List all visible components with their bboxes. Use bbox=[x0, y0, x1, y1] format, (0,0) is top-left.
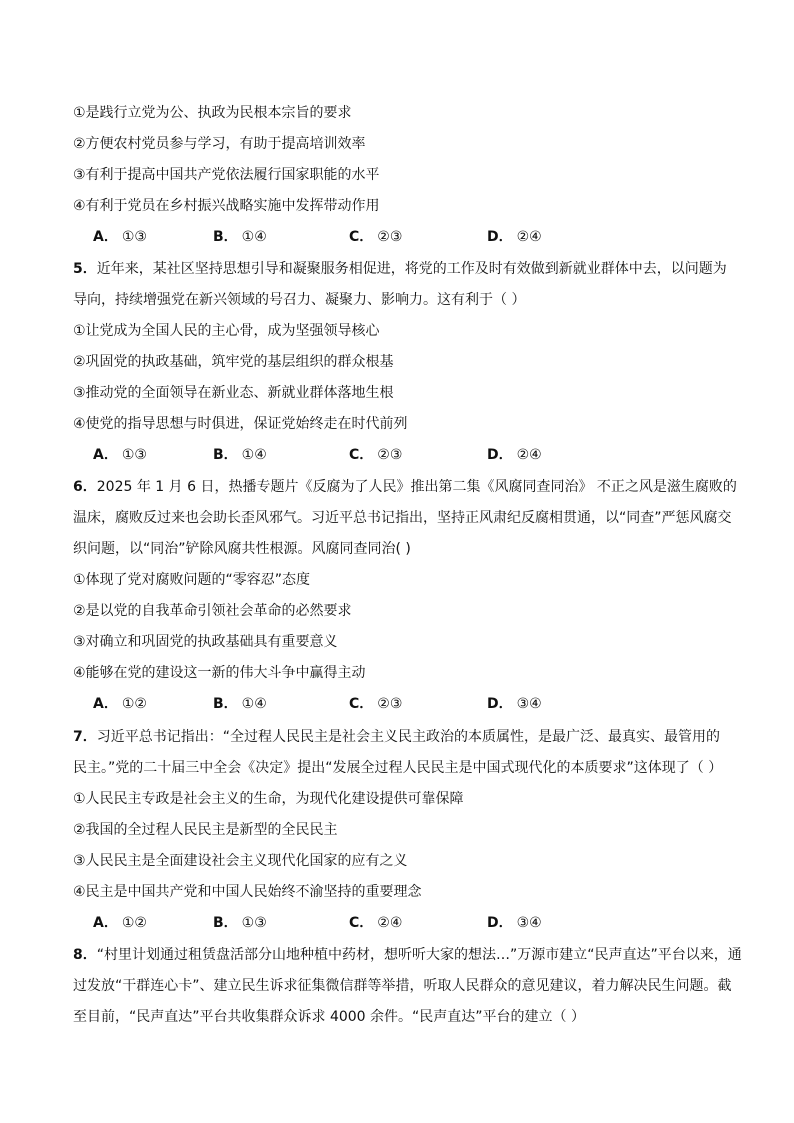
q4-option-d[interactable]: D． ②④ bbox=[487, 229, 542, 245]
q7-option-b[interactable]: B． ①③ bbox=[213, 915, 267, 931]
q5-option-c[interactable]: C． ②③ bbox=[349, 447, 403, 463]
q7-stem-line-1: 7．习近平总书记指出：“全过程人民民主是社会主义民主政治的本质属性，是最广泛、最真实、最管用的 bbox=[73, 729, 721, 745]
q4-option-a[interactable]: A． ①③ bbox=[93, 229, 147, 245]
q7-stem-line-2: 民主。”党的二十届三中全会《决定》提出“发展全过程人民民主是中国式现代化的本质要求”这体现了（ ） bbox=[73, 760, 723, 776]
q5-item-2: ②巩固党的执政基础，筑牢党的基层组织的群众根基 bbox=[73, 354, 394, 370]
q5-item-3: ③推动党的全面领导在新业态、新就业群体落地生根 bbox=[73, 385, 394, 401]
q6-number: 6． bbox=[73, 479, 97, 495]
q7-option-a[interactable]: A． ①② bbox=[93, 915, 147, 931]
q8-stem-line-2: 过发放“干群连心卡”、建立民生诉求征集微信群等举措，听取人民群众的意见建议，着力解决民生问题。截 bbox=[73, 978, 732, 994]
q4-option-b[interactable]: B． ①④ bbox=[213, 229, 267, 245]
q6-option-c[interactable]: C． ②③ bbox=[349, 696, 403, 712]
q4-option-c[interactable]: C． ②③ bbox=[349, 229, 403, 245]
q7-item-4: ④民主是中国共产党和中国人民始终不渝坚持的重要理念 bbox=[73, 884, 422, 900]
q4-options bbox=[93, 227, 613, 247]
q5-item-4: ④使党的指导思想与时俱进，保证党始终走在时代前列 bbox=[73, 416, 408, 432]
q5-item-1: ①让党成为全国人民的主心骨，成为坚强领导核心 bbox=[73, 323, 380, 339]
q6-stem-line-3: 织问题，以“同治”铲除风腐共性根源。风腐同查同治( ) bbox=[73, 541, 411, 557]
q6-option-b[interactable]: B． ①④ bbox=[213, 696, 267, 712]
q8-stem-line-1: 8．“村里计划通过租赁盘活部分山地种植中药材，想听听大家的想法…”万源市建立“民声直达”平台以来，通 bbox=[73, 947, 742, 963]
q7-item-3: ③人民民主是全面建设社会主义现代化国家的应有之义 bbox=[73, 853, 408, 869]
q6-item-1: ①体现了党对腐败问题的“零容忍”态度 bbox=[73, 572, 311, 588]
q7-number: 7． bbox=[73, 729, 97, 745]
q5-options bbox=[93, 445, 613, 465]
q5-stem-line-2: 导向，持续增强党在新兴领域的号召力、凝聚力、影响力。这有利于（ ） bbox=[73, 292, 526, 308]
q6-item-2: ②是以党的自我革命引领社会革命的必然要求 bbox=[73, 603, 352, 619]
q6-options bbox=[93, 694, 613, 714]
q4-item-1: ①是践行立党为公、执政为民根本宗旨的要求 bbox=[73, 105, 352, 121]
q6-stem-line-1: 6．2025 年 1 月 6 日，热播专题片《反腐为了人民》推出第二集《风腐同查同治》 不正之风是滋生腐败的 bbox=[73, 479, 737, 495]
q5-option-a[interactable]: A． ①③ bbox=[93, 447, 147, 463]
q6-option-d[interactable]: D． ③④ bbox=[487, 696, 542, 712]
q7-item-1: ①人民民主专政是社会主义的生命，为现代化建设提供可靠保障 bbox=[73, 791, 464, 807]
q5-option-b[interactable]: B． ①④ bbox=[213, 447, 267, 463]
q7-item-2: ②我国的全过程人民民主是新型的全民民主 bbox=[73, 822, 338, 838]
q6-option-a[interactable]: A． ①② bbox=[93, 696, 147, 712]
q7-options bbox=[93, 913, 613, 933]
q5-option-d[interactable]: D． ②④ bbox=[487, 447, 542, 463]
q5-stem-line-1: 5．近年来，某社区坚持思想引导和凝聚服务相促进，将党的工作及时有效做到新就业群体中去，以问题为 bbox=[73, 261, 727, 277]
q4-item-4: ④有利于党员在乡村振兴战略实施中发挥带动作用 bbox=[73, 198, 380, 214]
q7-option-d[interactable]: D． ③④ bbox=[487, 915, 542, 931]
q6-item-3: ③对确立和巩固党的执政基础具有重要意义 bbox=[73, 634, 338, 650]
q4-item-2: ②方便农村党员参与学习，有助于提高培训效率 bbox=[73, 136, 366, 152]
q5-number: 5． bbox=[73, 261, 97, 277]
q6-stem-line-2: 温床，腐败反过来也会助长歪风邪气。习近平总书记指出，坚持正风肃纪反腐相贯通，以“同查”严惩风腐交 bbox=[73, 510, 732, 526]
q6-item-4: ④能够在党的建设这一新的伟大斗争中赢得主动 bbox=[73, 665, 366, 681]
q8-stem-line-3: 至目前，“民声直达”平台共收集群众诉求 4000 余件。“民声直达”平台的建立（ ） bbox=[73, 1009, 585, 1025]
q8-number: 8． bbox=[73, 947, 97, 963]
q7-option-c[interactable]: C． ②④ bbox=[349, 915, 403, 931]
q4-item-3: ③有利于提高中国共产党依法履行国家职能的水平 bbox=[73, 167, 380, 183]
